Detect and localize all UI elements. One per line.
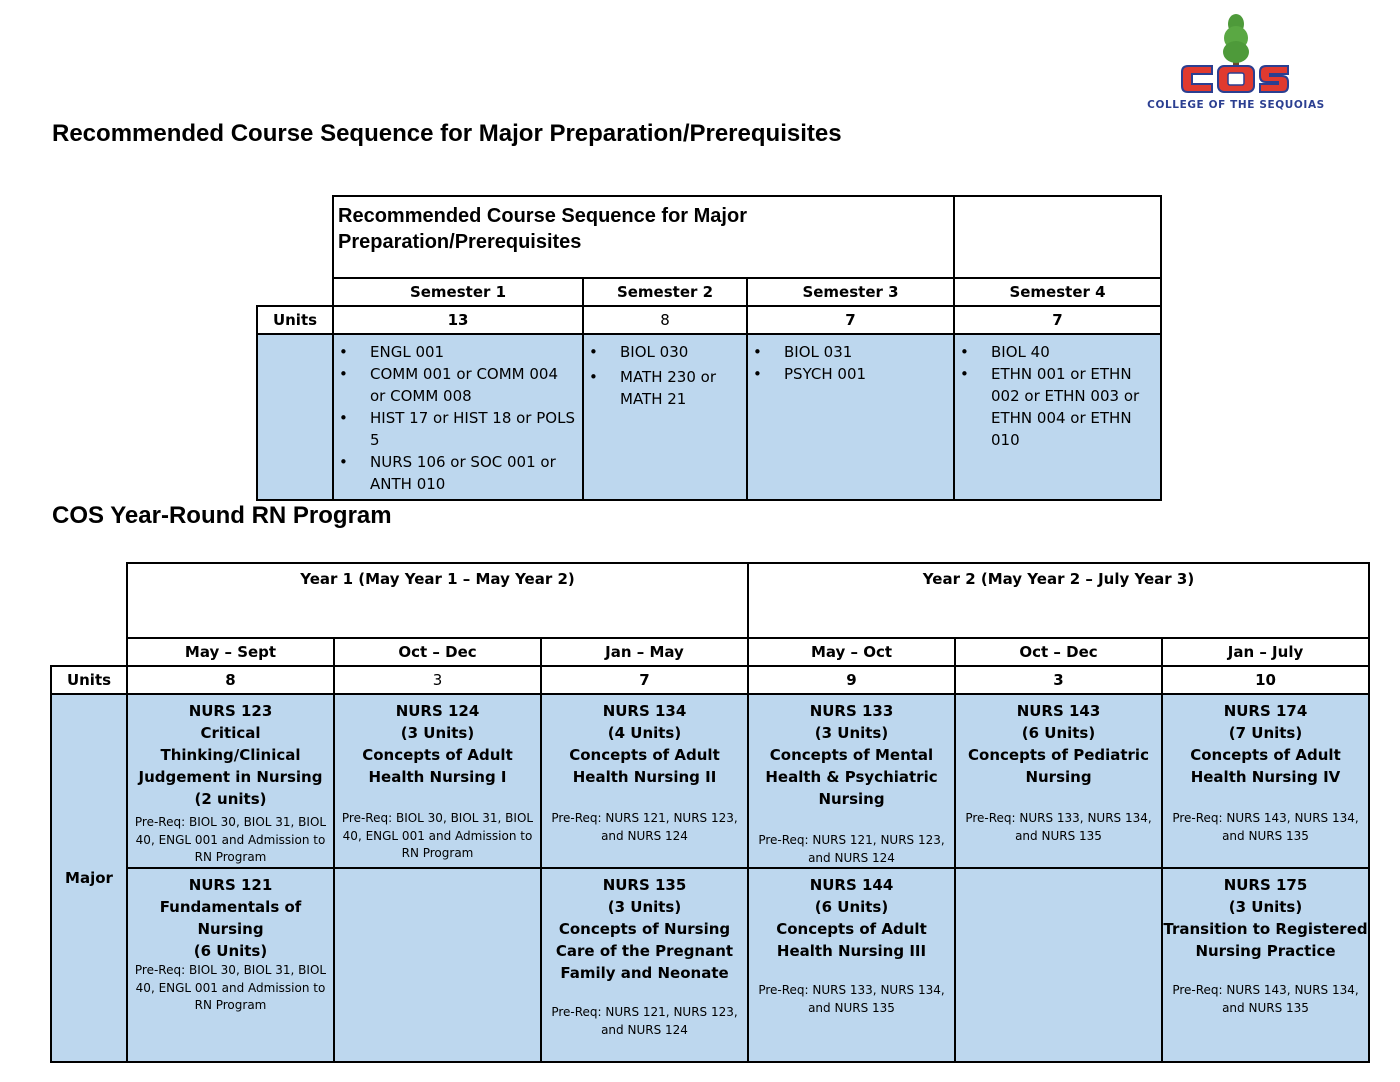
list-item: • ETHN 001 or ETHN 002 or ETHN 003 or ETHN 004 or ETHN 010 <box>955 363 1160 451</box>
semester-4-header: Semester 4 <box>954 278 1161 306</box>
term-header: Jan – May <box>541 638 748 666</box>
course-prereq: Pre-Req: NURS 143, NURS 134, and NURS 135 <box>1172 811 1359 843</box>
semester-1-units: 13 <box>333 306 583 334</box>
term-units: 9 <box>748 666 955 694</box>
term-units: 7 <box>541 666 748 694</box>
course-units: (2 units) <box>194 790 267 808</box>
term-header: Jan – July <box>1162 638 1369 666</box>
course-code: NURS 174 <box>1223 702 1308 720</box>
semester-3-courses <box>747 334 954 500</box>
course-title: Concepts of Pediatric Nursing <box>968 746 1149 786</box>
term-header: May – Oct <box>748 638 955 666</box>
course-units: (3 Units) <box>814 724 889 742</box>
semester-4-units: 7 <box>954 306 1161 334</box>
course-title: Critical Thinking/Clinical Judgement in Nursing <box>138 724 323 786</box>
page-heading-rn-program: COS Year-Round RN Program <box>52 502 392 529</box>
course-cell-nurs-174 <box>1162 694 1369 868</box>
list-item: • NURS 106 or SOC 001 or ANTH 010 <box>334 451 582 495</box>
course-units: (6 Units) <box>193 942 268 960</box>
term-units: 3 <box>955 666 1162 694</box>
semester-2-courses <box>583 334 747 500</box>
semester-2-units: 8 <box>583 306 747 334</box>
list-item: • BIOL 030 <box>584 341 746 363</box>
course-units: (7 Units) <box>1228 724 1303 742</box>
list-item: • HIST 17 or HIST 18 or POLS 5 <box>334 407 582 451</box>
term-units: 10 <box>1162 666 1369 694</box>
course-cell-nurs-144 <box>748 868 955 1062</box>
course-prereq: Pre-Req: BIOL 30, BIOL 31, BIOL 40, ENGL 001 and Admission to RN Program <box>134 963 327 1012</box>
course-units: (6 Units) <box>814 898 889 916</box>
course-cell-nurs-124 <box>334 694 541 868</box>
list-item: • ENGL 001 <box>334 341 582 363</box>
course-code: NURS 144 <box>809 876 894 894</box>
semester-4-courses <box>954 334 1161 500</box>
course-prereq: Pre-Req: NURS 121, NURS 123, and NURS 124 <box>551 811 738 843</box>
course-cell-nurs-133 <box>748 694 955 868</box>
course-title: Transition to Registered Nursing Practice <box>1163 920 1368 960</box>
year-2-header: Year 2 (May Year 2 – July Year 3) <box>748 563 1369 638</box>
logo-tagline: COLLEGE OF THE SEQUOIAS <box>1147 99 1325 111</box>
course-title: Concepts of Adult Health Nursing IV <box>1190 746 1341 786</box>
course-cell-nurs-135 <box>541 868 748 1062</box>
course-code: NURS 133 <box>809 702 894 720</box>
course-cell-nurs-123 <box>127 694 334 868</box>
course-code: NURS 135 <box>602 876 687 894</box>
course-cell-nurs-121 <box>127 868 334 1062</box>
list-item: • PSYCH 001 <box>748 363 953 385</box>
course-title: Concepts of Adult Health Nursing I <box>362 746 513 786</box>
units-label: Units <box>257 306 333 334</box>
rn-program-table <box>50 562 1370 1063</box>
course-title: Concepts of Adult Health Nursing III <box>776 920 927 960</box>
course-prereq: Pre-Req: NURS 143, NURS 134, and NURS 135 <box>1172 983 1359 1015</box>
course-code: NURS 143 <box>1016 702 1101 720</box>
course-cell-nurs-143 <box>955 694 1162 868</box>
course-units: (4 Units) <box>607 724 682 742</box>
units-row-blank <box>257 334 333 500</box>
course-prereq: Pre-Req: NURS 121, NURS 123, and NURS 124 <box>758 833 945 865</box>
empty-course-cell <box>334 868 541 1062</box>
major-label: Major <box>51 694 127 1062</box>
course-code: NURS 124 <box>395 702 480 720</box>
semester-1-header: Semester 1 <box>333 278 583 306</box>
term-header: May – Sept <box>127 638 334 666</box>
course-code: NURS 134 <box>602 702 687 720</box>
course-prereq: Pre-Req: NURS 133, NURS 134, and NURS 135 <box>965 811 1152 843</box>
term-header: Oct – Dec <box>955 638 1162 666</box>
semester-3-units: 7 <box>747 306 954 334</box>
empty-course-cell <box>955 868 1162 1062</box>
course-code: NURS 175 <box>1223 876 1308 894</box>
units-label: Units <box>51 666 127 694</box>
course-prereq: Pre-Req: BIOL 30, BIOL 31, BIOL 40, ENGL 001 and Admission to RN Program <box>341 811 534 860</box>
course-cell-nurs-175 <box>1162 868 1369 1062</box>
semester-2-header: Semester 2 <box>583 278 747 306</box>
course-cell-nurs-134 <box>541 694 748 868</box>
course-title: Concepts of Nursing Care of the Pregnant Family and Neonate <box>555 920 734 982</box>
course-title: Concepts of Mental Health & Psychiatric Nursing <box>765 746 938 808</box>
tree-logo-icon <box>1140 10 1332 100</box>
course-units: (3 Units) <box>1228 898 1303 916</box>
course-units: (3 Units) <box>400 724 475 742</box>
year-1-header: Year 1 (May Year 1 – May Year 2) <box>127 563 748 638</box>
course-prereq: Pre-Req: BIOL 30, BIOL 31, BIOL 40, ENGL 001 and Admission to RN Program <box>134 815 327 864</box>
page-heading-prerequisites: Recommended Course Sequence for Major Preparation/Prerequisites <box>52 120 842 147</box>
course-prereq: Pre-Req: NURS 121, NURS 123, and NURS 124 <box>551 1005 738 1037</box>
course-code: NURS 123 <box>188 702 273 720</box>
list-item: • COMM 001 or COMM 004 or COMM 008 <box>334 363 582 407</box>
semester-1-courses <box>333 334 583 500</box>
prerequisites-table <box>256 195 1162 501</box>
list-item: • MATH 230 or MATH 21 <box>584 366 746 410</box>
list-item: • BIOL 031 <box>748 341 953 363</box>
course-prereq: Pre-Req: NURS 133, NURS 134, and NURS 135 <box>758 983 945 1015</box>
term-units: 3 <box>334 666 541 694</box>
course-units: (3 Units) <box>607 898 682 916</box>
course-title: Concepts of Adult Health Nursing II <box>569 746 720 786</box>
term-units: 8 <box>127 666 334 694</box>
term-header: Oct – Dec <box>334 638 541 666</box>
course-code: NURS 121 <box>188 876 273 894</box>
empty-header-cell <box>954 196 1161 278</box>
course-title: Fundamentals of Nursing <box>159 898 302 938</box>
college-logo <box>1140 10 1332 110</box>
course-units: (6 Units) <box>1021 724 1096 742</box>
prerequisites-table-title: Recommended Course Sequence for Major Preparation/Prerequisites <box>333 196 954 278</box>
list-item: • BIOL 40 <box>955 341 1160 363</box>
semester-3-header: Semester 3 <box>747 278 954 306</box>
